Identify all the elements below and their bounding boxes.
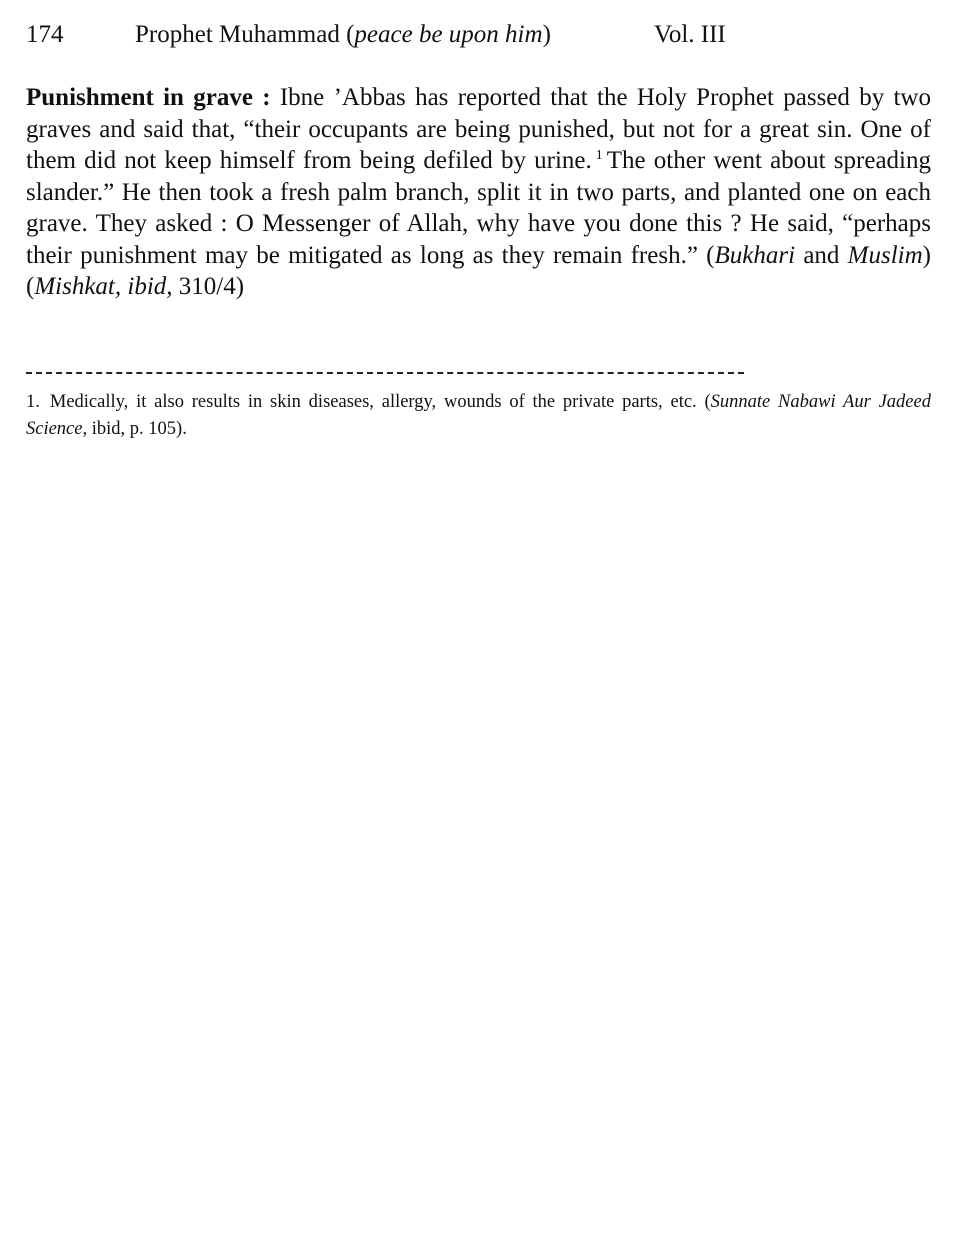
footnote	[26, 389, 931, 443]
book-title	[135, 18, 551, 52]
main-paragraph	[26, 82, 931, 303]
footnote-source-end: ibid, p. 105).	[87, 419, 187, 439]
page-number: 174	[26, 21, 64, 48]
footnote-divider	[26, 372, 744, 374]
citation-separator: ) (	[26, 241, 931, 300]
citation-bukhari: Bukhari	[714, 241, 796, 269]
paragraph-text-1: Ibne ’Abbas has reported that the Holy Prophet passed by two graves and said that, “their occupants are being punished, but not for a great sin. One of them did not keep himself from being defiled by urine.	[26, 84, 931, 174]
footnote-marker: 1.	[26, 392, 40, 412]
citation-and: and	[795, 241, 848, 269]
citation-mishkat: Mishkat, ibid,	[34, 273, 173, 300]
book-title-honorific: peace be upon him	[354, 21, 543, 48]
volume-label: Vol. III	[654, 21, 726, 48]
footnote-source: Sunnate Nabawi Aur Jadeed Science,	[26, 392, 931, 439]
section-heading: Punishment in grave :	[26, 84, 271, 111]
paragraph-text-2: The other went about spreading slander.” He then took a fresh palm branch, split it in two parts, and planted one on each grave. They asked : O Messenger of Allah, why have you done this ? He said, “perhaps their punishment may be mitigated as long as they remain fresh.” (	[26, 147, 931, 269]
citation-reference: 310/4)	[172, 273, 245, 300]
footnote-text: Medically, it also results in skin diseases, allergy, wounds of the private parts, etc. (	[49, 392, 711, 412]
footnote-reference: 1	[595, 147, 603, 163]
running-header	[26, 18, 746, 52]
book-title-suffix: )	[542, 21, 551, 48]
book-title-prefix: Prophet Muhammad (	[135, 21, 355, 48]
citation-muslim: Muslim	[847, 241, 923, 269]
